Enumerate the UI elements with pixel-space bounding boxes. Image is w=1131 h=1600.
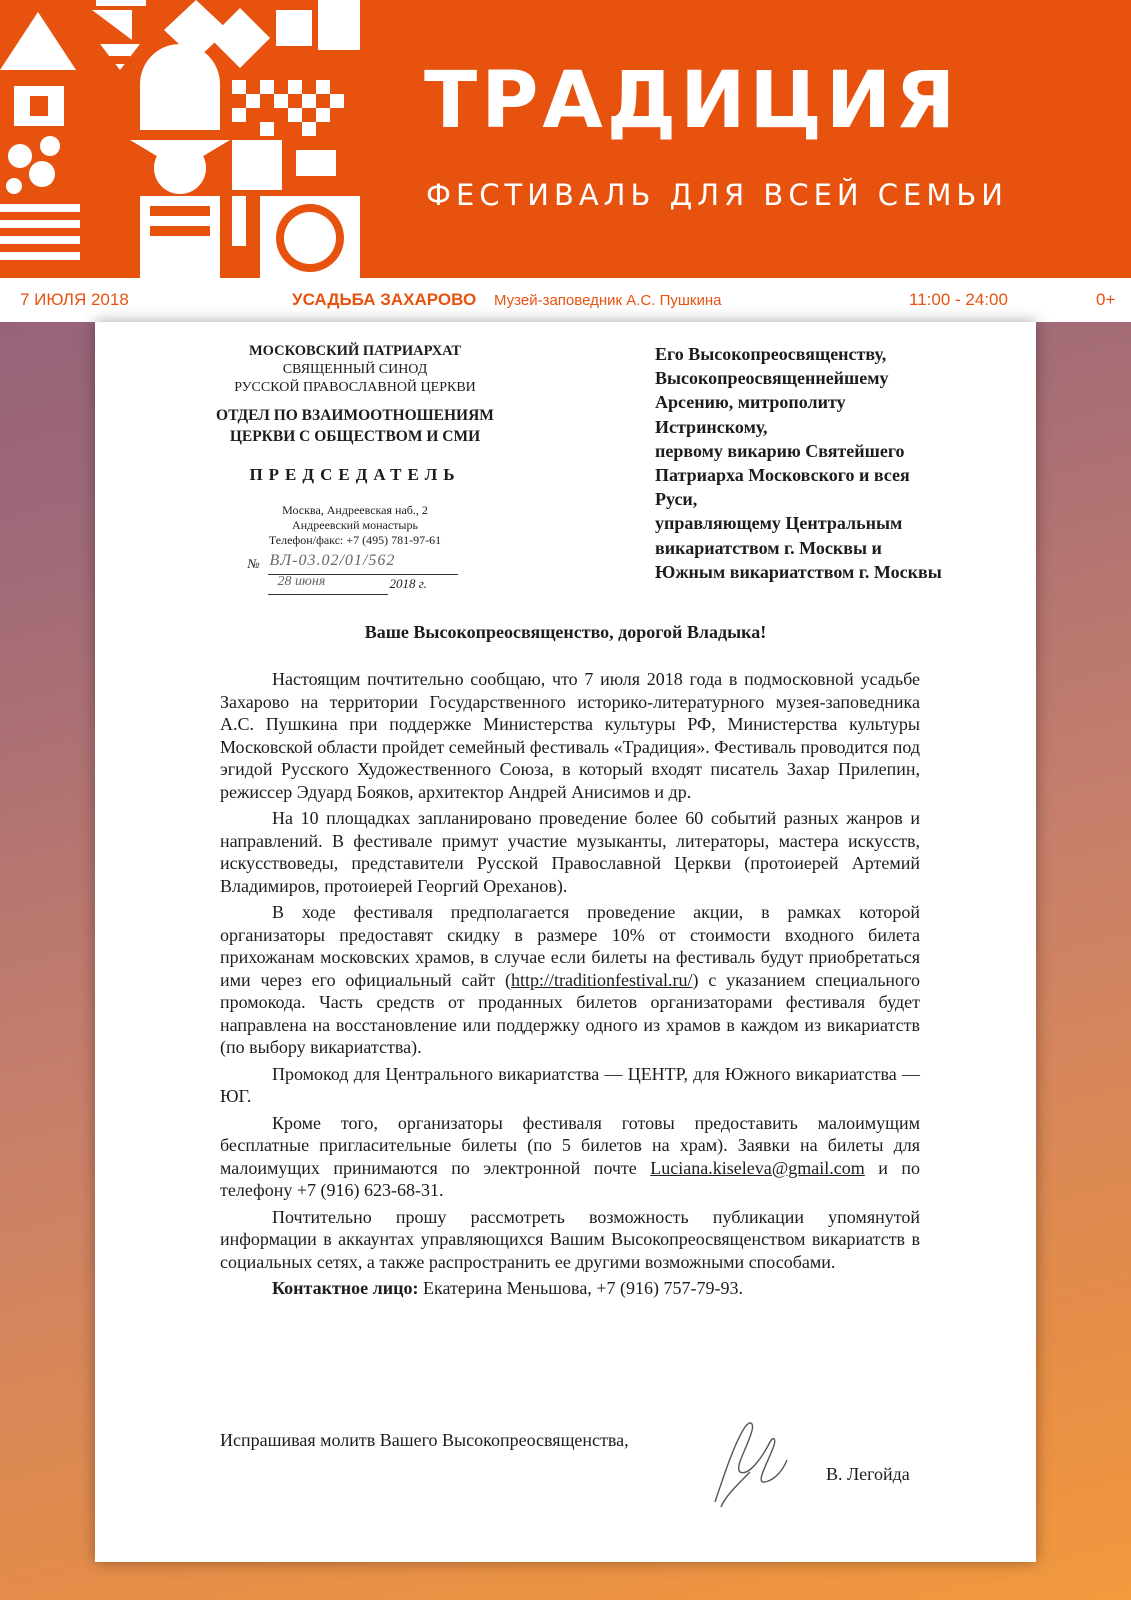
paragraph-program: На 10 площадках запланировано проведение более 60 событий разных жанров и направлений. В фестивале примут участие музыканты, литераторы, мастера искусств, искусствоведы, представители Русской Православной Церкви (протоиерей Артемий Владимиров, протоиерей Георгий Ореханов). [220,808,920,896]
festival-banner [0,0,1131,278]
festival-logo [0,0,360,278]
recipient-line: первому викарию Святейшего [655,440,905,461]
address-line-1: Москва, Андреевская наб., 2 [282,503,428,517]
letterhead [195,342,515,598]
event-info-bar [0,278,1131,322]
ref-date-underline [268,594,388,595]
letter-closing: Испрашивая молитв Вашего Высокопреосвященства, [220,1430,629,1450]
department-line-1: ОТДЕЛ ПО ВЗАИМООТНОШЕНИЯМ [216,407,494,424]
recipient-line: Его Высокопреосвященству, [655,344,887,364]
signer-name: В. Легойда [826,1464,910,1484]
letterhead-org: МОСКОВСКИЙ ПАТРИАРХАТ [248,343,462,359]
festival-site-link[interactable]: http://traditionfestival.ru/ [511,969,693,990]
department-line-2: ЦЕРКВИ С ОБЩЕСТВОМ И СМИ [229,428,481,445]
paragraph-contact [220,1277,920,1300]
address-line-2: Андреевский монастырь [292,518,418,532]
letter-document [95,322,1036,1562]
recipient-line: викариатством г. Москвы и [655,537,882,558]
age-rating: 0+ [1096,290,1116,309]
recipient-block [655,342,1015,584]
paragraph-intro: Настоящим почтительно сообщаю, что 7 июля 2018 года в подмосковной усадьбе Захарово на территории Государственного историко-литературного музея-заповедника А.С. Пушкина при поддержке Министерства культуры РФ, Министерства культуры Московской области пройдет семейный фестиваль «Традиция». Фестиваль проводится под эгидой Русского Художественного Союза, в который входят писатель Захар Прилепин, режиссер Эдуард Бояков, архитектор Андрей Анисимов и др. [220,669,920,802]
free-tickets-text-end: и по телефону +7 (916) 623-68-31. [220,1157,920,1200]
ref-date: 28 июня [277,574,326,589]
letter-greeting: Ваше Высокопреосвященство, дорогой Владыка! [364,622,767,642]
letterhead-address [195,503,515,548]
paragraph-free-tickets [220,1112,920,1202]
recipient-line: Патриарха Московского и всея [655,465,910,486]
recipient-line: управляющему Центральным [655,513,903,534]
ref-number: ВЛ-03.02/01/562 [269,552,396,569]
contact-value: Екатерина Меньшова, +7 (916) 757-79-93. [418,1278,743,1298]
letterhead-church: РУССКОЙ ПРАВОСЛАВНОЙ ЦЕРКВИ [234,380,476,395]
recipient-line: Руси, [655,489,698,510]
banner-title: ТРАДИЦИЯ [424,56,960,146]
recipient-line: Южным викариатством г. Москвы [655,561,942,582]
paragraph-promocode: Промокод для Центрального викариатства — ЦЕНТР, для Южного викариатства — ЮГ. [220,1063,920,1106]
paragraph-discount [220,901,920,1059]
contact-email-link[interactable]: Luciana.kiseleva@gmail.com [650,1157,865,1178]
address-phone: Телефон/факс: +7 (495) 781-97-61 [268,533,442,547]
event-venue: УСАДЬБА ЗАХАРОВО [292,290,477,309]
reference-block [248,552,463,598]
event-date: 7 ИЮЛЯ 2018 [20,290,129,309]
recipient-line: Арсению, митрополиту [655,392,846,413]
recipient-line: Истринскому, [655,416,768,437]
free-tickets-text: Кроме того, организаторы фестиваля готовы предоставить малоимущим бесплатные пригласительные билеты (по 5 билетов на храм). Заявки на билеты для малоимущих принимаются по электронной почте [220,1112,920,1178]
letter-body [220,668,920,1300]
handwritten-signature [695,1412,805,1512]
banner-subtitle: ФЕСТИВАЛЬ ДЛЯ ВСЕЙ СЕМЬИ [426,178,1008,212]
event-museum: Музей-заповедник А.С. Пушкина [494,292,722,309]
ref-no-label: № [247,556,260,571]
letterhead-department [195,405,515,447]
letterhead-chairman: ПРЕДСЕДАТЕЛЬ [249,465,461,484]
paragraph-request: Почтительно прошу рассмотреть возможность публикации упомянутой информации в аккаунтах управляющихся Вашим Высокопреосвященством викариатств в социальных сетях, а также распространить ее другими возможными способами. [220,1206,920,1272]
event-time: 11:00 - 24:00 [909,290,1008,309]
discount-text: В ходе фестиваля предполагается проведение акции, в рамках которой организаторы предоставят скидку в размере 10% от стоимости входного билета прихожанам московских храмов, в случае если билеты на фестиваль будут приобретаться ими через его официальный сайт ( [220,902,920,990]
ref-year: 2018 г. [389,576,427,591]
letterhead-synod: СВЯЩЕННЫЙ СИНОД [282,362,428,377]
contact-label: Контактное лицо: [272,1278,419,1298]
discount-text-end: ) с указанием специального промокода. Часть средств от проданных билетов организаторами фестиваля будет направлена на восстановление или поддержку одного из храмов в каждом из викариатств (по выбору викариатства). [220,969,920,1057]
recipient-line: Высокопреосвященнейшему [655,368,889,389]
